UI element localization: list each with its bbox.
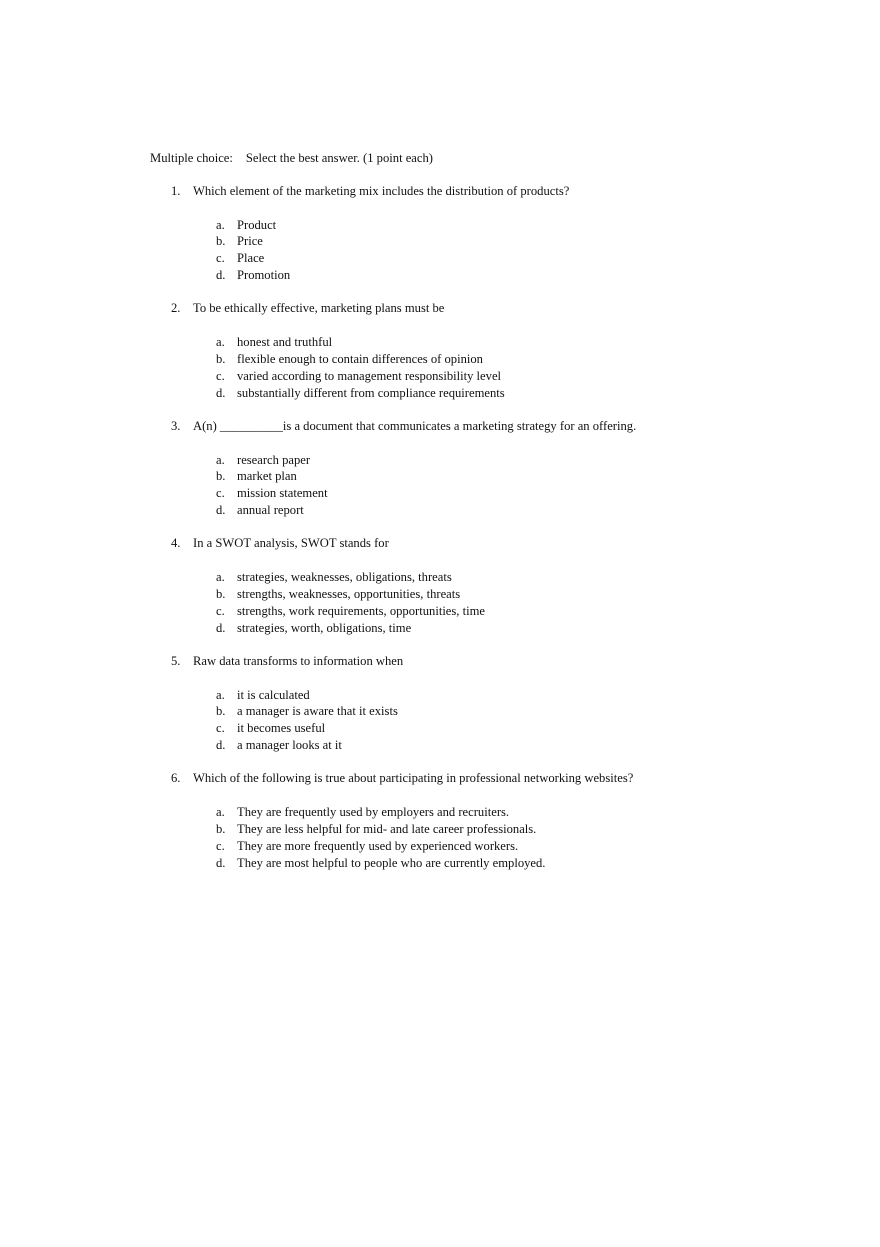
- option-text: research paper: [237, 453, 311, 467]
- option-text: flexible enough to contain differences of opinion: [237, 352, 483, 366]
- option-letter: d.: [216, 503, 226, 517]
- option-letter: c.: [216, 604, 225, 618]
- option-letter: a.: [216, 688, 225, 702]
- option-text: They are most helpful to people who are currently employed.: [237, 856, 546, 870]
- instructions-text: Select the best answer. (1 point each): [245, 151, 433, 165]
- option-letter: c.: [216, 721, 225, 735]
- option-letter: a.: [216, 570, 225, 584]
- question-number: 1.: [171, 184, 181, 198]
- question-text: Which of the following is true about participating in professional networking websites?: [193, 771, 634, 785]
- question-text: Raw data transforms to information when: [193, 654, 404, 668]
- question-text: In a SWOT analysis, SWOT stands for: [193, 536, 389, 550]
- option-text: varied according to management responsibility level: [237, 369, 502, 383]
- option-letter: b.: [216, 352, 226, 366]
- option-text: strengths, weaknesses, opportunities, threats: [237, 587, 461, 601]
- option-letter: d.: [216, 386, 226, 400]
- option-text: a manager is aware that it exists: [237, 704, 398, 718]
- option-letter: d.: [216, 621, 226, 635]
- question-number: 6.: [171, 771, 181, 785]
- option-letter: c.: [216, 369, 225, 383]
- option-letter: b.: [216, 822, 226, 836]
- option-letter: b.: [216, 234, 226, 248]
- option-letter: b.: [216, 469, 226, 483]
- option-text: strategies, weaknesses, obligations, threats: [237, 570, 452, 584]
- option-text: Product: [237, 218, 277, 232]
- option-text: annual report: [237, 503, 304, 517]
- question-text: To be ethically effective, marketing plans must be: [193, 301, 445, 315]
- option-letter: d.: [216, 856, 226, 870]
- option-letter: a.: [216, 805, 225, 819]
- option-text: market plan: [237, 469, 297, 483]
- option-text: substantially different from compliance requirements: [237, 386, 505, 400]
- question-number: 2.: [171, 301, 181, 315]
- option-text: Promotion: [237, 268, 291, 282]
- option-letter: c.: [216, 839, 225, 853]
- option-letter: a.: [216, 218, 225, 232]
- option-text: strategies, worth, obligations, time: [237, 621, 412, 635]
- option-text: it becomes useful: [237, 721, 326, 735]
- option-text: it is calculated: [237, 688, 310, 702]
- instructions-label: Multiple choice:: [150, 151, 233, 165]
- option-text: strengths, work requirements, opportunities, time: [237, 604, 485, 618]
- option-letter: c.: [216, 486, 225, 500]
- option-text: a manager looks at it: [237, 738, 342, 752]
- option-letter: c.: [216, 251, 225, 265]
- question-number: 4.: [171, 536, 181, 550]
- option-text: Place: [237, 251, 265, 265]
- option-text: Price: [237, 234, 263, 248]
- question-text: A(n) __________is a document that communicates a marketing strategy for an offering.: [193, 419, 637, 433]
- option-letter: b.: [216, 704, 226, 718]
- option-text: They are more frequently used by experienced workers.: [237, 839, 519, 853]
- option-letter: a.: [216, 335, 225, 349]
- option-letter: a.: [216, 453, 225, 467]
- option-letter: b.: [216, 587, 226, 601]
- option-text: They are less helpful for mid- and late career professionals.: [237, 822, 537, 836]
- question-text: Which element of the marketing mix includes the distribution of products?: [193, 184, 570, 198]
- question-number: 5.: [171, 654, 181, 668]
- option-text: mission statement: [237, 486, 328, 500]
- option-letter: d.: [216, 268, 226, 282]
- question-number: 3.: [171, 419, 181, 433]
- option-text: They are frequently used by employers and recruiters.: [237, 805, 510, 819]
- instructions-line: [150, 151, 433, 166]
- option-letter: d.: [216, 738, 226, 752]
- option-text: honest and truthful: [237, 335, 333, 349]
